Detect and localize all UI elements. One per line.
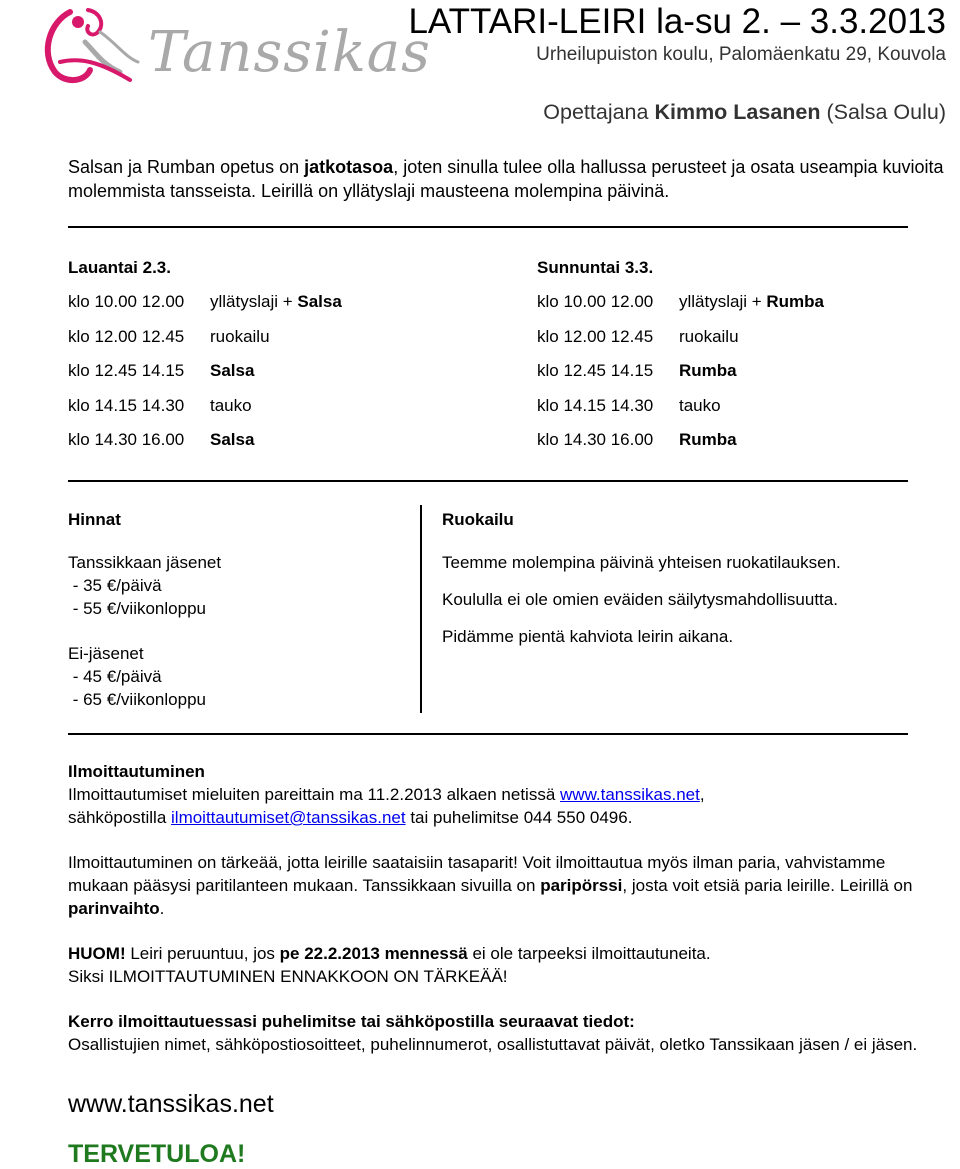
intro-bold: jatkotasoa xyxy=(304,157,394,177)
divider xyxy=(68,226,908,228)
members-weekend-price: - 55 €/viikonloppu xyxy=(68,599,206,618)
schedule-activity xyxy=(679,430,737,450)
welcome-text: TERVETULOA! xyxy=(68,1140,246,1168)
email-link[interactable]: ilmoittautumiset@tanssikas.net xyxy=(171,808,406,827)
members-label: Tanssikkaan jäsenet xyxy=(68,553,222,572)
intro-paragraph xyxy=(68,155,948,203)
notice-bold: pe 22.2.2013 mennessä xyxy=(279,944,468,963)
notice-text: Leiri peruuntuu, jos xyxy=(125,944,280,963)
teacher-name: Kimmo Lasanen xyxy=(654,100,821,124)
schedule-time: klo 14.15 14.30 xyxy=(537,395,654,415)
food-line-3: Pidämme pientä kahviota leirin aikana. xyxy=(442,627,734,646)
saturday-heading: Lauantai 2.3. xyxy=(68,258,171,277)
schedule-activity xyxy=(210,396,252,416)
schedule-activity xyxy=(210,361,254,381)
activity-text: ruokailu xyxy=(210,326,270,346)
notice-text: ei ole tarpeeksi ilmoittautuneita. xyxy=(467,944,711,963)
schedule-time: klo 14.30 16.00 xyxy=(68,430,185,449)
notice-line-1 xyxy=(68,942,938,965)
activity-text: yllätyslaji + xyxy=(679,292,767,311)
registration-text: Ilmoittautumiset mieluiten pareittain ma 11.2.2013 alkaen netissä xyxy=(68,785,561,804)
registration-text: sähköpostilla xyxy=(68,808,172,827)
activity-dance: Salsa xyxy=(210,361,255,380)
teacher-line xyxy=(543,100,946,125)
venue-address: Urheilupuiston koulu, Palomäenkatu 29, Kouvola xyxy=(536,44,946,65)
food-line-1: Teemme molempina päivinä yhteisen ruokatilauksen. xyxy=(442,553,841,572)
schedule-activity xyxy=(679,327,739,347)
website-link[interactable]: www.tanssikas.net xyxy=(560,785,700,804)
registration-line-2 xyxy=(68,806,938,829)
pairs-bold: parinvaihto xyxy=(68,899,160,918)
registration-section xyxy=(68,760,938,1056)
notice-line-2: Siksi ILMOITTAUTUMINEN ENNAKKOON ON TÄRKEÄÄ! xyxy=(68,967,508,986)
pairs-paragraph xyxy=(68,851,938,920)
activity-text: ruokailu xyxy=(679,326,739,346)
registration-heading: Ilmoittautuminen xyxy=(68,762,205,781)
pairs-text: Ilmoittautuminen on tärkeää, jotta leirille saataisiin tasaparit! Voit ilmoittautua myös ilman paria, vahvistamme mukaan pääsysi paritilanteen mukaan. Tanssikkaan sivuilla on xyxy=(68,853,886,895)
nonmembers-weekend-price: - 65 €/viikonloppu xyxy=(68,690,206,709)
page-title: LATTARI-LEIRI la-su 2. – 3.3.2013 xyxy=(408,2,946,41)
schedule-time: klo 10.00 12.00 xyxy=(68,292,185,311)
schedule-activity xyxy=(679,361,737,381)
schedule-time: klo 12.00 12.45 xyxy=(537,326,654,346)
activity-dance: Rumba xyxy=(679,361,737,380)
nonmembers-day-price: - 45 €/päivä xyxy=(68,667,162,686)
activity-dance: Rumba xyxy=(766,292,825,311)
tanssikas-logo xyxy=(30,2,431,98)
sunday-heading: Sunnuntai 3.3. xyxy=(537,258,654,277)
pairs-text: . xyxy=(159,899,165,918)
intro-text: Salsan ja Rumban opetus on xyxy=(68,157,305,177)
intro-text-rest: , joten sinulla tulee olla hallussa perusteet ja osata useampia kuvioita molemmista tansseista. Leirillä on yllätyslaji mausteena molempina päivinä. xyxy=(68,157,944,201)
activity-dance: Salsa xyxy=(297,292,342,311)
activity-dance: Rumba xyxy=(679,430,737,449)
registration-line-1 xyxy=(68,783,938,806)
pairs-bold: paripörssi xyxy=(540,876,623,895)
schedule-time: klo 12.45 14.15 xyxy=(68,361,185,380)
food-heading: Ruokailu xyxy=(442,510,514,529)
dancer-logo-icon xyxy=(30,2,150,98)
food-section xyxy=(442,508,922,648)
teacher-suffix: (Salsa Oulu) xyxy=(820,100,946,124)
divider xyxy=(68,733,908,735)
divider xyxy=(68,480,908,482)
schedule-time: klo 12.00 12.45 xyxy=(68,326,185,346)
activity-text: yllätyslaji + xyxy=(210,292,298,311)
registration-text: tai puhelimitse 044 550 0496. xyxy=(405,808,633,827)
schedule-activity xyxy=(210,430,254,450)
members-day-price: - 35 €/päivä xyxy=(68,576,162,595)
schedule-activity xyxy=(679,292,824,312)
pairs-text: , josta voit etsiä paria leirille. Leirillä on xyxy=(622,876,913,895)
activity-text: tauko xyxy=(210,395,252,415)
registration-text: , xyxy=(699,785,705,804)
info-text: Osallistujien nimet, sähköpostiosoitteet, puhelinnumerot, osallistuttavat päivät, oletko Tanssikaan jäsen / ei jäsen. xyxy=(68,1035,918,1054)
column-divider xyxy=(420,505,422,713)
schedule-activity xyxy=(679,396,721,416)
activity-dance: Salsa xyxy=(210,430,255,449)
nonmembers-label: Ei-jäsenet xyxy=(68,644,144,663)
schedule-activity xyxy=(210,292,342,312)
info-heading: Kerro ilmoittautuessasi puhelimitse tai sähköpostilla seuraavat tiedot: xyxy=(68,1012,635,1031)
food-line-2: Koululla ei ole omien eväiden säilytysmahdollisuutta. xyxy=(442,590,838,609)
logo-wordmark: Tanssikas xyxy=(148,20,431,85)
prices-section xyxy=(68,508,221,711)
footer-website: www.tanssikas.net xyxy=(68,1090,274,1118)
schedule-time: klo 12.45 14.15 xyxy=(537,361,654,380)
schedule-activity xyxy=(210,327,270,347)
activity-text: tauko xyxy=(679,395,721,415)
schedule-time: klo 14.30 16.00 xyxy=(537,430,654,449)
prices-heading: Hinnat xyxy=(68,510,121,529)
schedule-time: klo 14.15 14.30 xyxy=(68,395,185,415)
notice-bold: HUOM! xyxy=(68,944,126,963)
schedule-time: klo 10.00 12.00 xyxy=(537,292,654,311)
teacher-prefix: Opettajana xyxy=(543,100,655,124)
